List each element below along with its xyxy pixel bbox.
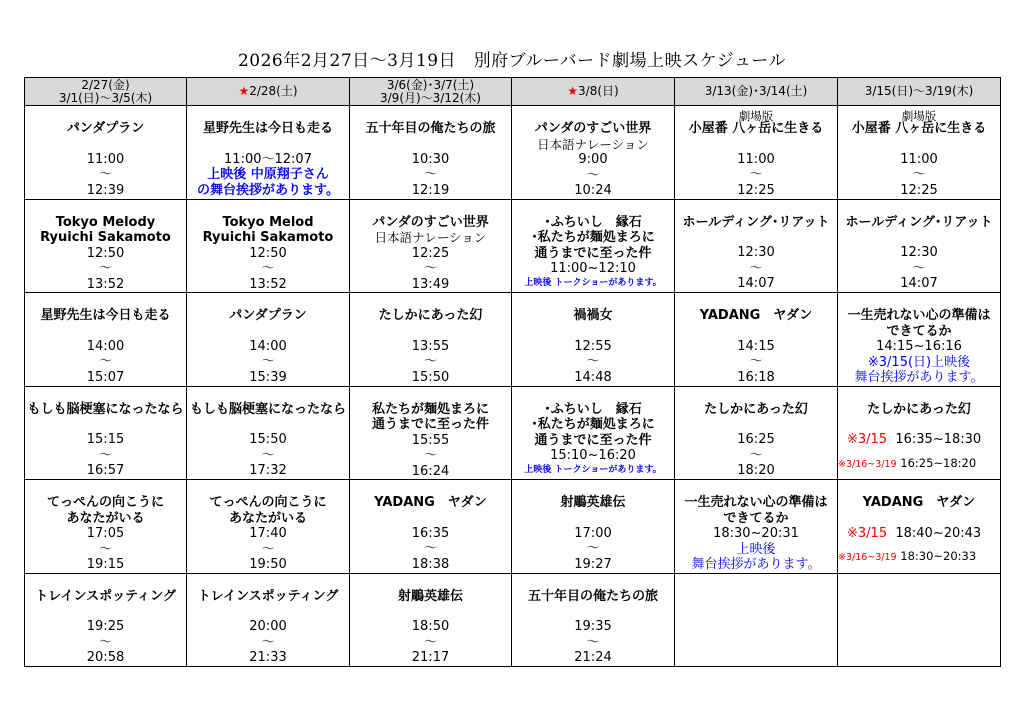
tilde: ～	[261, 354, 275, 369]
film-title: 五十年目の俺たちの旅	[365, 121, 496, 136]
header-cell	[838, 78, 1001, 106]
film-title: 通うまでに至った件	[534, 432, 652, 448]
alt-time: 18:40~20:43	[895, 525, 982, 541]
screening-cell	[187, 386, 350, 480]
tilde: ～	[586, 541, 600, 556]
screening-cell	[350, 199, 512, 293]
end-time: 12:19	[411, 182, 450, 198]
end-time: 15:39	[249, 369, 287, 385]
film-title: Tokyo Melody	[55, 214, 156, 230]
end-time: 12:39	[86, 182, 125, 198]
tilde: ～	[98, 447, 112, 463]
header-row	[25, 78, 1001, 106]
tilde: ～	[98, 354, 112, 369]
slot-row	[25, 293, 1001, 387]
tilde: ～	[423, 634, 437, 650]
film-title: 通うまでに至った件	[534, 245, 652, 261]
end-time: 21:24	[574, 650, 612, 665]
screening-cell	[838, 480, 1001, 574]
screening-cell	[512, 480, 675, 574]
alt-time: 16:25~18:20	[900, 455, 977, 470]
film-title: 星野先生は今日も走る	[202, 121, 333, 136]
end-time: 14:48	[574, 369, 612, 385]
alt-time: 18:30~20:33	[900, 549, 977, 563]
alt-date: ※3/15	[847, 432, 888, 447]
empty-cell	[838, 573, 1001, 666]
end-time: 16:24	[411, 463, 450, 479]
screening-cell	[675, 199, 838, 293]
screening-cell	[187, 573, 350, 666]
start-time: 19:35	[574, 619, 612, 634]
slot-row	[25, 199, 1001, 293]
start-time: 17:40	[249, 526, 287, 541]
end-time: 15:50	[411, 369, 450, 385]
tilde: ～	[261, 541, 275, 557]
tilde: ～	[261, 447, 275, 463]
screening-cell	[512, 106, 675, 200]
header-date: 3/6(金)･3/7(土)	[386, 77, 475, 92]
end-time: 18:38	[411, 556, 450, 572]
header-date: 3/8(日)	[578, 84, 619, 98]
start-time: 15:15	[86, 432, 125, 447]
alt-schedule	[838, 526, 1000, 542]
tilde: ～	[423, 261, 437, 276]
screening-cell	[350, 386, 512, 480]
start-time: 11:00	[737, 151, 775, 167]
film-title: ･私たちが麺処まろに	[531, 230, 655, 245]
end-time: 19:15	[86, 557, 125, 572]
film-title: 星野先生は今日も走る	[40, 308, 171, 323]
empty-cell	[675, 573, 838, 666]
start-time: 12:50	[249, 245, 287, 261]
end-time: 17:32	[249, 463, 287, 478]
film-title: あなたがいる	[66, 510, 145, 526]
slot-row	[25, 573, 1001, 666]
alt-date: ※3/16~3/19	[838, 552, 897, 563]
film-title: もしも脳梗塞になったなら	[27, 401, 184, 417]
event-note: 舞台挨拶があります。	[854, 370, 984, 385]
tilde: ～	[586, 354, 600, 369]
tilde: ～	[912, 167, 926, 182]
start-time: 14:15	[737, 338, 775, 354]
screening-cell	[187, 480, 350, 574]
film-subtitle: 日本語ナレーション	[374, 230, 487, 245]
slot-row	[25, 480, 1001, 574]
tilde: ～	[749, 260, 763, 276]
screening-cell	[512, 386, 675, 480]
alt-date: ※3/15	[847, 525, 888, 541]
start-time: 9:00	[578, 152, 608, 167]
film-title: 五十年目の俺たちの旅	[527, 588, 658, 604]
film-subtitle: 日本語ナレーション	[537, 136, 649, 152]
start-time: 20:00	[249, 619, 287, 634]
screening-cell	[512, 293, 675, 387]
start-time: 19:25	[86, 619, 125, 634]
film-title: できてるか	[886, 323, 952, 339]
screening-cell	[675, 480, 838, 574]
tilde: ～	[749, 167, 763, 182]
tilde: ～	[261, 634, 275, 650]
end-time: 13:52	[249, 276, 287, 292]
screening-cell	[512, 573, 675, 666]
start-time: 13:55	[411, 338, 450, 354]
screening-cell	[838, 386, 1001, 480]
film-title: ･ふちいし 縁石	[544, 401, 642, 417]
film-title: 射鵰英雄伝	[560, 495, 626, 510]
start-time: 10:30	[411, 151, 450, 167]
time-range: 11:00~12:10	[550, 261, 636, 276]
film-title: パンダのすごい世界	[372, 214, 489, 230]
alt-schedule	[838, 432, 1000, 448]
end-time: 12:25	[737, 182, 775, 198]
screening-cell	[675, 293, 838, 387]
tilde: ～	[98, 541, 112, 557]
end-time: 18:20	[737, 463, 775, 478]
film-title: Ryuichi Sakamoto	[202, 230, 334, 245]
header-date: 3/15(日)～3/19(木)	[864, 84, 974, 98]
tilde: ～	[423, 541, 437, 556]
film-title: ･ふちいし 縁石	[544, 214, 642, 230]
film-title: 射鵰英雄伝	[397, 588, 463, 604]
start-time: 17:00	[574, 525, 612, 541]
header-cell	[25, 78, 187, 106]
film-title: YADANG ヤダン	[699, 308, 813, 323]
film-prefix: 劇場版	[738, 109, 774, 123]
screening-cell	[838, 293, 1001, 387]
end-time: 20:58	[86, 650, 125, 665]
film-title: てっぺんの向こうに	[46, 495, 164, 510]
film-title: 禍禍女	[573, 308, 613, 323]
event-note: 上映後	[736, 541, 776, 557]
start-time: 14:00	[249, 338, 287, 354]
screening-cell	[25, 573, 187, 666]
tilde: ～	[749, 447, 763, 463]
tilde: ～	[98, 167, 112, 182]
end-time: 14:07	[737, 276, 775, 291]
screening-cell	[25, 199, 187, 293]
tilde: ～	[586, 634, 600, 650]
end-time: 13:49	[411, 276, 450, 292]
tilde: ～	[261, 261, 275, 276]
screening-cell	[187, 199, 350, 293]
time-range: 14:15~16:16	[876, 339, 962, 354]
film-prefix: 劇場版	[901, 109, 937, 123]
header-cell	[675, 78, 838, 106]
end-time: 19:27	[574, 556, 612, 572]
screening-cell	[25, 293, 187, 387]
screening-cell	[675, 106, 838, 200]
schedule-table	[24, 77, 1001, 667]
start-time: 18:50	[411, 619, 450, 634]
end-time: 14:07	[900, 276, 938, 291]
end-time: 12:25	[900, 182, 938, 198]
start-time: 11:00	[900, 151, 938, 167]
film-title: YADANG ヤダン	[862, 495, 976, 510]
film-title: 小屋番 八ヶ岳に生きる	[851, 121, 987, 136]
screening-cell	[838, 106, 1001, 200]
film-title: トレインスポッティング	[197, 588, 339, 604]
time-range: 18:30~20:31	[713, 526, 799, 541]
header-date: 2/27(金)	[81, 77, 130, 92]
start-time: 11:00	[86, 151, 125, 167]
film-title: たしかにあった幻	[378, 308, 483, 323]
screening-cell	[25, 480, 187, 574]
film-title: あなたがいる	[228, 510, 307, 526]
film-title: 一生売れない心の準備は	[847, 308, 991, 323]
end-time: 15:07	[86, 369, 125, 385]
film-title: パンダのすごい世界	[534, 121, 652, 136]
screening-cell	[512, 199, 675, 293]
event-note: 上映後 トークショーがあります。	[524, 464, 662, 475]
end-time: 16:18	[737, 369, 775, 385]
start-time: 15:55	[411, 432, 450, 448]
end-time: 16:57	[86, 463, 125, 478]
header-cell	[350, 78, 512, 106]
start-time: 12:30	[737, 245, 775, 260]
film-title: パンダプラン	[229, 308, 307, 323]
end-time: 13:52	[86, 276, 125, 292]
header-date: 3/1(日)～3/5(木)	[58, 90, 153, 105]
film-title: 一生売れない心の準備は	[684, 495, 828, 510]
screening-cell	[187, 106, 350, 200]
end-time: 10:24	[574, 183, 612, 198]
start-time: 12:25	[411, 245, 450, 261]
screening-cell	[350, 480, 512, 574]
alt-time: 16:35~18:30	[895, 432, 982, 447]
event-note: 上映後 トークショーがあります。	[524, 277, 662, 288]
alt-schedule	[838, 549, 1000, 566]
tilde: ～	[423, 448, 437, 463]
alt-schedule	[838, 456, 1000, 473]
header-cell	[187, 78, 350, 106]
header-cell	[512, 78, 675, 106]
start-time: 15:50	[249, 432, 287, 447]
film-title: Ryuichi Sakamoto	[40, 230, 171, 245]
start-time: 16:35	[411, 525, 450, 541]
slot-row	[25, 386, 1001, 480]
screening-cell	[350, 106, 512, 200]
film-title: 私たちが麺処まろに	[371, 401, 489, 417]
start-time: 14:00	[86, 338, 125, 354]
film-title: てっぺんの向こうに	[209, 495, 327, 510]
end-time: 21:33	[249, 650, 287, 665]
screening-cell	[350, 573, 512, 666]
header-date: 3/13(金)･3/14(土)	[704, 84, 808, 98]
start-time: 12:30	[900, 245, 938, 260]
event-note: ※3/15(日)上映後	[867, 354, 971, 370]
tilde: ～	[912, 260, 926, 276]
tilde: ～	[749, 354, 763, 369]
screening-cell	[187, 293, 350, 387]
alt-date: ※3/16~3/19	[838, 458, 897, 470]
screening-cell	[25, 386, 187, 480]
tilde: ～	[423, 167, 437, 182]
tilde: ～	[98, 261, 112, 276]
screening-cell	[838, 199, 1001, 293]
film-title: 通うまでに至った件	[371, 417, 489, 432]
tilde: ～	[423, 354, 437, 369]
header-date: 2/28(土)	[249, 84, 298, 98]
start-time: 17:05	[86, 526, 125, 541]
film-title: もしも脳梗塞になったなら	[189, 401, 346, 417]
film-title: ホールディング･リアット	[845, 214, 993, 230]
tilde: ～	[586, 167, 600, 183]
event-note: 上映後 中原翔子さん	[207, 167, 329, 182]
end-time: 19:50	[249, 557, 287, 572]
tilde: ～	[98, 634, 112, 650]
start-time: 16:25	[737, 432, 775, 447]
event-note: 舞台挨拶があります。	[691, 557, 821, 572]
end-time: 21:17	[411, 650, 450, 665]
time-range: 15:10~16:20	[550, 448, 636, 463]
film-title: トレインスポッティング	[35, 588, 176, 604]
star-icon: ★	[567, 84, 579, 98]
film-title: パンダプラン	[66, 121, 145, 136]
screening-cell	[25, 106, 187, 200]
star-icon: ★	[238, 84, 250, 98]
header-date: 3/9(月)～3/12(木)	[380, 90, 481, 105]
start-time: 12:50	[86, 245, 125, 261]
film-title: ･私たちが麺処まろに	[531, 417, 655, 432]
film-title: たしかにあった幻	[867, 401, 971, 417]
film-title: できてるか	[723, 510, 789, 526]
screening-cell	[350, 293, 512, 387]
page-title: 2026年2月27日～3月19日 別府ブルーバード劇場上映スケジュール	[237, 51, 787, 71]
film-title: ホールディング･リアット	[682, 214, 830, 230]
time-range: 11:00～12:07	[224, 151, 312, 167]
start-time: 12:55	[574, 338, 612, 354]
screening-cell	[675, 386, 838, 480]
film-title: YADANG ヤダン	[374, 495, 487, 510]
film-title: 小屋番 八ヶ岳に生きる	[688, 121, 824, 136]
film-title: Tokyo Melod	[222, 214, 314, 230]
film-title: たしかにあった幻	[704, 401, 808, 417]
slot-row	[25, 106, 1001, 200]
event-note: の舞台挨拶があります。	[197, 182, 339, 198]
